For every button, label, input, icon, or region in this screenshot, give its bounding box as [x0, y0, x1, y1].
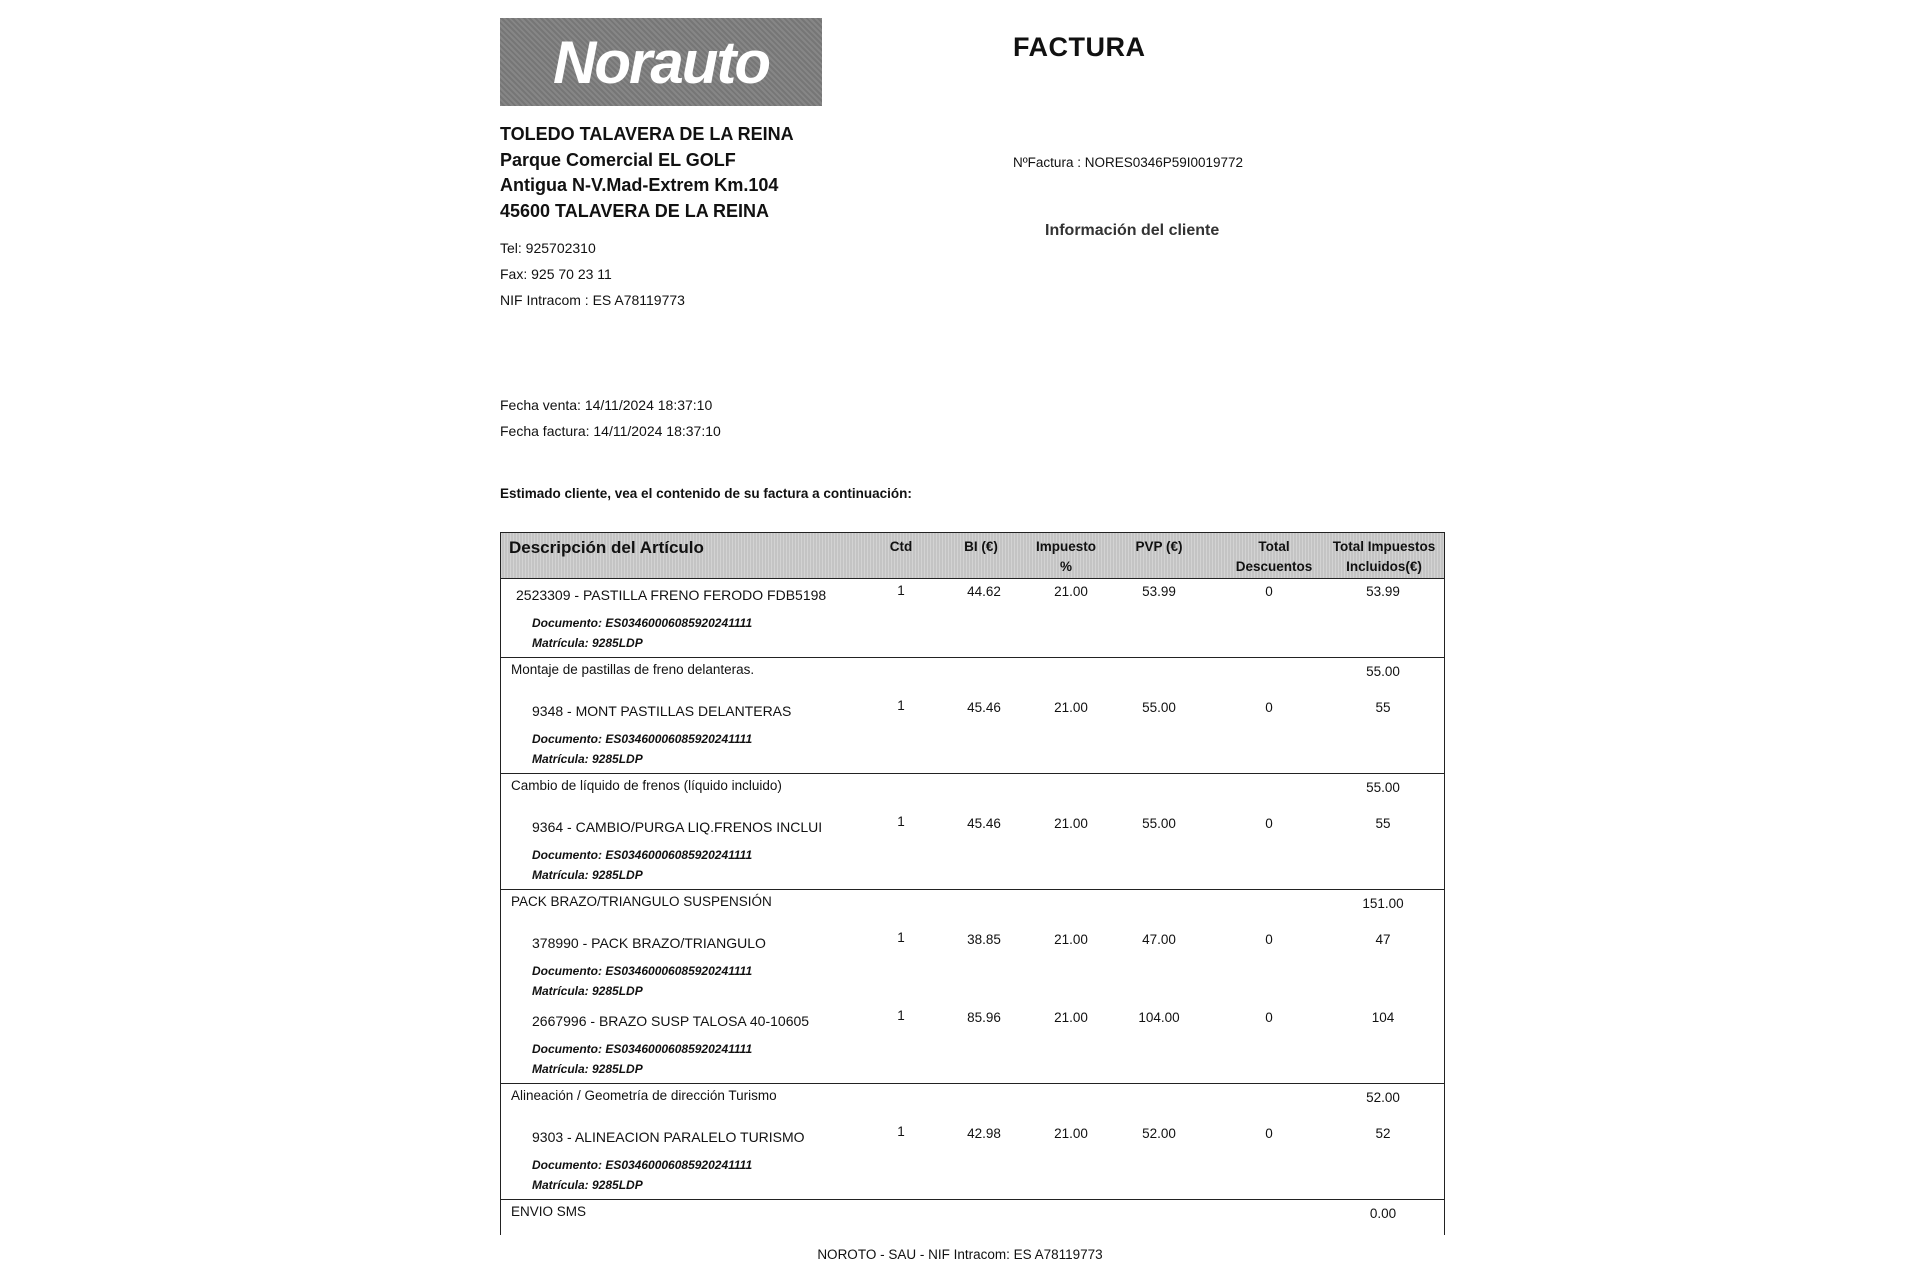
header-tax-line1: Impuesto	[1035, 539, 1096, 554]
table-header	[501, 533, 1444, 579]
item-tax: 21.00	[1054, 584, 1088, 599]
item-description: 9364 - CAMBIO/PURGA LIQ.FRENOS INCLUI	[532, 819, 823, 835]
item-qty: 1	[897, 698, 905, 713]
item-tax: 21.00	[1054, 932, 1088, 947]
item-plate: Matrícula: 9285LDP	[532, 984, 643, 998]
address-line: Parque Comercial EL GOLF	[500, 149, 736, 170]
item-plate: Matrícula: 9285LDP	[532, 1178, 643, 1192]
item-qty: 1	[897, 1008, 905, 1023]
item-plate: Matrícula: 9285LDP	[532, 1062, 643, 1076]
invoice-dates	[500, 392, 721, 444]
group-title: Alineación / Geometría de dirección Turismo	[511, 1088, 777, 1103]
item-total: 55	[1375, 700, 1391, 715]
item-bi: 44.62	[967, 584, 1001, 599]
logo-text: Norauto	[553, 28, 769, 96]
item-document: Documento: ES03460006085920241111	[532, 848, 753, 862]
header-tax	[1021, 537, 1111, 577]
header-total-line1: Total Impuestos	[1332, 539, 1436, 554]
item-description: 9348 - MONT PASTILLAS DELANTERAS	[532, 703, 792, 719]
store-nif: NIF Intracom : ES A78119773	[500, 292, 685, 308]
item-bi: 45.46	[967, 816, 1001, 831]
item-qty: 1	[897, 1124, 905, 1139]
item-description: 2667996 - BRAZO SUSP TALOSA 40-10605	[532, 1013, 810, 1029]
header-bi: BI (€)	[964, 539, 998, 554]
item-pvp: 53.99	[1142, 584, 1176, 599]
item-discount: 0	[1265, 584, 1273, 599]
item-pvp: 55.00	[1142, 700, 1176, 715]
store-contact	[500, 235, 685, 313]
item-pvp: 47.00	[1142, 932, 1176, 947]
group-total: 151.00	[1362, 896, 1404, 911]
header-total-line2: Incluidos(€)	[1346, 559, 1422, 574]
header-disc-line2: Descuentos	[1235, 559, 1313, 574]
item-plate: Matrícula: 9285LDP	[532, 752, 643, 766]
header-pvp: PVP (€)	[1135, 539, 1183, 554]
item-document: Documento: ES03460006085920241111	[532, 1158, 753, 1172]
row-divider	[501, 773, 1444, 774]
item-plate: Matrícula: 9285LDP	[532, 636, 643, 650]
group-total: 52.00	[1366, 1090, 1400, 1105]
item-document: Documento: ES03460006085920241111	[532, 964, 753, 978]
item-total: 47	[1375, 932, 1391, 947]
footer-legal: NOROTO - SAU - NIF Intracom: ES A78119773	[817, 1247, 1103, 1262]
header-disc-line1: Total	[1258, 539, 1290, 554]
item-tax: 21.00	[1054, 1126, 1088, 1141]
group-total: 0.00	[1369, 1206, 1397, 1221]
item-discount: 0	[1265, 1010, 1273, 1025]
item-description: 9303 - ALINEACION PARALELO TURISMO	[532, 1129, 805, 1145]
store-fax: Fax: 925 70 23 11	[500, 266, 612, 282]
intro-text: Estimado cliente, vea el contenido de su factura a continuación:	[500, 486, 912, 501]
item-bi: 45.46	[967, 700, 1001, 715]
item-tax: 21.00	[1054, 700, 1088, 715]
row-divider	[501, 1199, 1444, 1200]
item-pvp: 52.00	[1142, 1126, 1176, 1141]
group-title: ENVIO SMS	[511, 1204, 587, 1219]
item-qty: 1	[897, 583, 905, 598]
item-document: Documento: ES03460006085920241111	[532, 616, 753, 630]
item-description: 378990 - PACK BRAZO/TRIANGULO	[532, 935, 766, 951]
item-document: Documento: ES03460006085920241111	[532, 1042, 753, 1056]
row-divider	[501, 1083, 1444, 1084]
item-total: 53.99	[1366, 584, 1400, 599]
item-description: 2523309 - PASTILLA FRENO FERODO FDB5198	[516, 587, 827, 603]
item-total: 104	[1371, 1010, 1395, 1025]
item-qty: 1	[897, 930, 905, 945]
invoice-date: Fecha factura: 14/11/2024 18:37:10	[500, 423, 721, 439]
item-bi: 42.98	[967, 1126, 1001, 1141]
row-divider	[501, 657, 1444, 658]
item-plate: Matrícula: 9285LDP	[532, 868, 643, 882]
item-bi: 85.96	[967, 1010, 1001, 1025]
group-total: 55.00	[1366, 780, 1400, 795]
header-total	[1325, 537, 1443, 577]
item-total: 52	[1375, 1126, 1391, 1141]
item-discount: 0	[1265, 816, 1273, 831]
header-qty: Ctd	[889, 539, 913, 554]
address-line: TOLEDO TALAVERA DE LA REINA	[500, 124, 794, 144]
group-title: Montaje de pastillas de freno delanteras.	[511, 662, 755, 677]
item-pvp: 55.00	[1142, 816, 1176, 831]
item-tax: 21.00	[1054, 816, 1088, 831]
item-discount: 0	[1265, 700, 1273, 715]
store-address	[500, 122, 794, 224]
address-line: 45600 TALAVERA DE LA REINA	[500, 200, 770, 221]
item-tax: 21.00	[1054, 1010, 1088, 1025]
address-line: Antigua N-V.Mad-Extrem Km.104	[500, 175, 779, 195]
header-tax-line2: %	[1059, 559, 1072, 574]
norauto-logo	[500, 18, 822, 106]
item-pvp: 104.00	[1138, 1010, 1180, 1025]
row-divider	[501, 889, 1444, 890]
group-total: 55.00	[1366, 664, 1400, 679]
header-description: Descripción del Artículo	[509, 538, 704, 557]
invoice-table	[500, 532, 1445, 1235]
document-title: FACTURA	[1013, 32, 1146, 62]
group-title: Cambio de líquido de frenos (líquido incluido)	[511, 778, 782, 793]
sale-date: Fecha venta: 14/11/2024 18:37:10	[500, 397, 713, 413]
item-qty: 1	[897, 814, 905, 829]
header-discounts	[1219, 537, 1329, 577]
store-tel: Tel: 925702310	[500, 240, 596, 256]
client-info-label: Información del cliente	[1045, 222, 1220, 239]
invoice-number: NºFactura : NORES0346P59I0019772	[1013, 155, 1244, 170]
group-title: PACK BRAZO/TRIANGULO SUSPENSIÓN	[511, 894, 772, 909]
item-discount: 0	[1265, 932, 1273, 947]
item-bi: 38.85	[967, 932, 1001, 947]
item-total: 55	[1375, 816, 1391, 831]
item-document: Documento: ES03460006085920241111	[532, 732, 753, 746]
item-discount: 0	[1265, 1126, 1273, 1141]
